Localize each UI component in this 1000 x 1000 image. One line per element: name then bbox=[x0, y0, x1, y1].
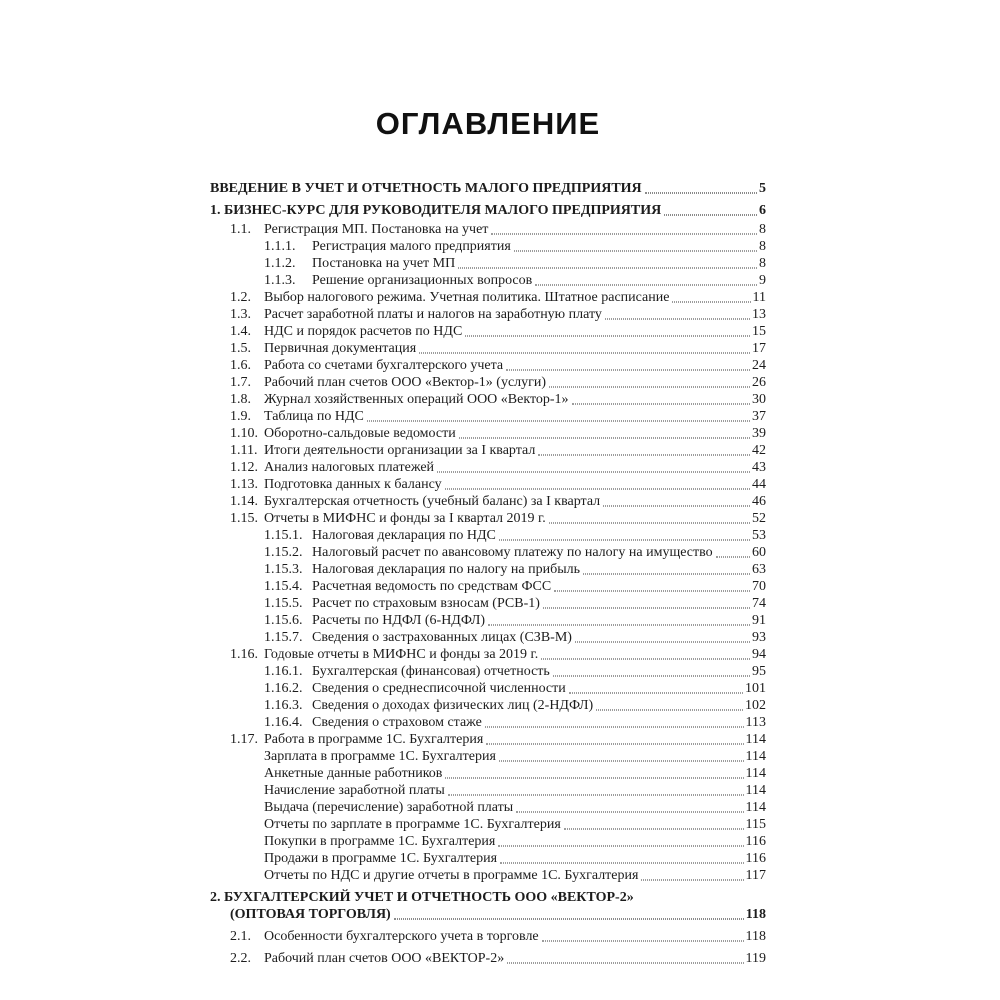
dot-leader bbox=[572, 404, 750, 405]
toc-entry-page: 113 bbox=[745, 715, 766, 730]
toc-entry bbox=[210, 221, 766, 238]
toc-entry-number: 1.16.1. bbox=[264, 664, 303, 679]
toc-entry-number: 1.16.2. bbox=[264, 681, 303, 696]
toc-entry-number: 1.15.3. bbox=[264, 562, 303, 577]
toc-entry-title: Продажи в программе 1С. Бухгалтерия bbox=[264, 851, 498, 866]
toc-entry-title: Постановка на учет МП bbox=[312, 256, 456, 271]
dot-leader bbox=[465, 336, 750, 337]
dot-leader bbox=[583, 574, 750, 575]
toc-entry-page: 37 bbox=[752, 409, 766, 424]
toc-entry-number: 1.1. bbox=[230, 222, 251, 237]
toc-entry-number: 1.6. bbox=[230, 358, 251, 373]
toc-entry-title: Итоги деятельности организации за I квартал bbox=[264, 443, 536, 458]
toc-entry-title: Особенности бухгалтерского учета в торговле bbox=[264, 929, 539, 944]
toc-entry-page: 102 bbox=[745, 698, 766, 713]
toc-entry-page: 8 bbox=[759, 256, 766, 271]
toc-entry-title: 1. БИЗНЕС-КУРС ДЛЯ РУКОВОДИТЕЛЯ МАЛОГО ПРЕДПРИЯТИЯ bbox=[210, 203, 662, 218]
dot-leader bbox=[575, 642, 750, 643]
dot-leader bbox=[549, 523, 750, 524]
toc-entry-page: 17 bbox=[752, 341, 766, 356]
toc-entry-number: 1.9. bbox=[230, 409, 251, 424]
toc-entry-line bbox=[210, 906, 766, 923]
toc-entry-title: ВВЕДЕНИЕ В УЧЕТ И ОТЧЕТНОСТЬ МАЛОГО ПРЕДПРИЯТИЯ bbox=[210, 181, 642, 196]
dot-leader bbox=[516, 812, 743, 813]
toc-entry-page: 114 bbox=[745, 732, 766, 747]
dot-leader bbox=[498, 846, 743, 847]
toc-entry-number: 2.2. bbox=[230, 951, 251, 966]
toc-entry-page: 115 bbox=[745, 817, 766, 832]
toc-entry-number: 1.15.7. bbox=[264, 630, 303, 645]
toc-entry-number: 2.1. bbox=[230, 929, 251, 944]
toc-entry bbox=[210, 595, 766, 612]
toc-entry bbox=[210, 697, 766, 714]
dot-leader bbox=[419, 353, 750, 354]
toc-entry bbox=[210, 731, 766, 748]
toc-entry bbox=[210, 289, 766, 306]
toc-entry-title: Сведения о доходах физических лиц (2-НДФЛ) bbox=[312, 698, 594, 713]
dot-leader bbox=[553, 676, 750, 677]
toc-entry bbox=[210, 629, 766, 646]
dot-leader bbox=[507, 963, 743, 964]
toc-entry bbox=[210, 459, 766, 476]
toc-entry-title: Налоговая декларация по налогу на прибыль bbox=[312, 562, 581, 577]
toc-entry-title: Регистрация МП. Постановка на учет bbox=[264, 222, 489, 237]
dot-leader bbox=[445, 489, 750, 490]
toc-entry-number: 1.5. bbox=[230, 341, 251, 356]
toc-entry-page: 13 bbox=[752, 307, 766, 322]
toc-entry-title: Налоговый расчет по авансовому платежу по налогу на имущество bbox=[312, 545, 713, 560]
toc-entry-title: Журнал хозяйственных операций ООО «Вектор-1» bbox=[264, 392, 569, 407]
toc-entry bbox=[210, 833, 766, 850]
dot-leader bbox=[499, 761, 744, 762]
toc-entry bbox=[210, 950, 766, 967]
dot-leader bbox=[437, 472, 750, 473]
toc-entry-page: 116 bbox=[745, 851, 766, 866]
toc-entry-page: 53 bbox=[752, 528, 766, 543]
toc-entry-page: 118 bbox=[745, 929, 766, 944]
toc-entry bbox=[210, 340, 766, 357]
toc-entry-number: 1.1.1. bbox=[264, 239, 296, 254]
toc-entry bbox=[210, 765, 766, 782]
toc-entry-title: Расчеты по НДФЛ (6-НДФЛ) bbox=[312, 613, 486, 628]
toc-entry bbox=[210, 612, 766, 629]
dot-leader bbox=[569, 693, 743, 694]
toc-entry-number: 1.13. bbox=[230, 477, 258, 492]
toc-title: ОГЛАВЛЕНИЕ bbox=[375, 106, 601, 141]
dot-leader bbox=[445, 778, 743, 779]
toc-entry bbox=[210, 425, 766, 442]
toc-entry bbox=[210, 799, 766, 816]
toc-entry-title: Налоговая декларация по НДС bbox=[312, 528, 496, 543]
dot-leader bbox=[500, 863, 743, 864]
toc-entry bbox=[210, 928, 766, 945]
toc-entry-number: 1.14. bbox=[230, 494, 258, 509]
toc-entry-title: Годовые отчеты в МИФНС и фонды за 2019 г. bbox=[264, 647, 539, 662]
toc-entry-number: 1.12. bbox=[230, 460, 258, 475]
dot-leader bbox=[542, 941, 744, 942]
dot-leader bbox=[564, 829, 744, 830]
toc-entry-title: Отчеты по зарплате в программе 1С. Бухгалтерия bbox=[264, 817, 561, 832]
toc-entry bbox=[210, 782, 766, 799]
toc-entry-title: Сведения о страховом стаже bbox=[312, 715, 482, 730]
dot-leader bbox=[603, 506, 750, 507]
toc-entry-number: 1.1.3. bbox=[264, 273, 296, 288]
toc-entry-title: Бухгалтерская (финансовая) отчетность bbox=[312, 664, 550, 679]
dot-leader bbox=[488, 625, 750, 626]
toc-entry-page: 15 bbox=[752, 324, 766, 339]
toc-entry-title: Покупки в программе 1С. Бухгалтерия bbox=[264, 834, 496, 849]
toc-entry-title: Отчеты в МИФНС и фонды за I квартал 2019 г. bbox=[264, 511, 546, 526]
toc-entry-title: Начисление заработной платы bbox=[264, 783, 445, 798]
toc-entry bbox=[210, 493, 766, 510]
toc-entry-page: 26 bbox=[752, 375, 766, 390]
dot-leader bbox=[664, 215, 757, 216]
toc-entry-page: 93 bbox=[752, 630, 766, 645]
toc-entry bbox=[210, 889, 766, 923]
toc-entry bbox=[210, 680, 766, 697]
dot-leader bbox=[514, 251, 757, 252]
toc-entry-page: 52 bbox=[752, 511, 766, 526]
toc-entry-number: 1.15.5. bbox=[264, 596, 303, 611]
toc-entry-page: 43 bbox=[752, 460, 766, 475]
dot-leader bbox=[486, 744, 743, 745]
toc-entry bbox=[210, 561, 766, 578]
toc-entry bbox=[210, 578, 766, 595]
toc-entry-title: Работа в программе 1С. Бухгалтерия bbox=[264, 732, 484, 747]
toc-entry-title: Таблица по НДС bbox=[264, 409, 364, 424]
toc-entry-page: 8 bbox=[759, 222, 766, 237]
toc-entry-number: 1.11. bbox=[230, 443, 258, 458]
toc-entry-number: 1.16.3. bbox=[264, 698, 303, 713]
toc-entry-title: Оборотно-сальдовые ведомости bbox=[264, 426, 456, 441]
toc-entry-title: Расчет по страховым взносам (РСВ-1) bbox=[312, 596, 540, 611]
toc-entry bbox=[210, 238, 766, 255]
toc-entry-page: 44 bbox=[752, 477, 766, 492]
dot-leader bbox=[596, 710, 743, 711]
toc-entry-page: 6 bbox=[759, 203, 766, 218]
dot-leader bbox=[506, 370, 750, 371]
toc-entry-number: 1.15.6. bbox=[264, 613, 303, 628]
toc-entry-number: 1.2. bbox=[230, 290, 251, 305]
toc-entry-title: Подготовка данных к балансу bbox=[264, 477, 442, 492]
toc-entry-number: 1.15.1. bbox=[264, 528, 303, 543]
dot-leader bbox=[541, 659, 750, 660]
toc-entry bbox=[210, 646, 766, 663]
toc-entry bbox=[210, 202, 766, 219]
toc-entry-page: 70 bbox=[752, 579, 766, 594]
toc-entry-title: Выдача (перечисление) заработной платы bbox=[264, 800, 514, 815]
dot-leader bbox=[459, 438, 750, 439]
toc-entry bbox=[210, 748, 766, 765]
toc-content bbox=[210, 0, 766, 967]
toc-entry bbox=[210, 272, 766, 289]
toc-entry-page: 9 bbox=[759, 273, 766, 288]
dot-leader bbox=[716, 557, 750, 558]
toc-entry-title: Решение организационных вопросов bbox=[312, 273, 533, 288]
dot-leader bbox=[394, 919, 744, 920]
toc-entry-title: Сведения о среднесписочной численности bbox=[312, 681, 566, 696]
toc-entry-page: 117 bbox=[745, 868, 766, 883]
toc-entry-title: Анкетные данные работников bbox=[264, 766, 443, 781]
toc-entry-number: 1.4. bbox=[230, 324, 251, 339]
toc-entry-number: 1.10. bbox=[230, 426, 258, 441]
toc-entry-title: 2. БУХГАЛТЕРСКИЙ УЧЕТ И ОТЧЕТНОСТЬ ООО «ВЕКТОР-2» bbox=[210, 890, 634, 905]
toc-entry bbox=[210, 408, 766, 425]
toc-entry-title: Первичная документация bbox=[264, 341, 417, 356]
toc-entry-title: Отчеты по НДС и другие отчеты в программе 1С. Бухгалтерия bbox=[264, 868, 639, 883]
toc-entry-page: 5 bbox=[759, 181, 766, 196]
toc-entry bbox=[210, 476, 766, 493]
toc-entry bbox=[210, 255, 766, 272]
dot-leader bbox=[448, 795, 744, 796]
toc-entry-number: 1.8. bbox=[230, 392, 251, 407]
toc-entry bbox=[210, 323, 766, 340]
toc-entry-page: 24 bbox=[752, 358, 766, 373]
dot-leader bbox=[549, 387, 750, 388]
toc-entry-page: 114 bbox=[745, 783, 766, 798]
dot-leader bbox=[543, 608, 750, 609]
dot-leader bbox=[538, 455, 750, 456]
toc-entry bbox=[210, 510, 766, 527]
dot-leader bbox=[645, 193, 757, 194]
toc-entry-title: Рабочий план счетов ООО «Вектор-1» (услуги) bbox=[264, 375, 547, 390]
toc-entry bbox=[210, 306, 766, 323]
toc-entry-number: 1.3. bbox=[230, 307, 251, 322]
toc-entry-page: 119 bbox=[745, 951, 766, 966]
toc-entry-page: 60 bbox=[752, 545, 766, 560]
dot-leader bbox=[641, 880, 743, 881]
toc-entry bbox=[210, 357, 766, 374]
toc-entry-title: Работа со счетами бухгалтерского учета bbox=[264, 358, 504, 373]
toc-list bbox=[210, 180, 766, 967]
toc-entry-number: 1.1.2. bbox=[264, 256, 296, 271]
toc-entry-number: 1.7. bbox=[230, 375, 251, 390]
toc-entry bbox=[210, 374, 766, 391]
toc-entry-page: 39 bbox=[752, 426, 766, 441]
toc-entry-page: 63 bbox=[752, 562, 766, 577]
toc-entry-page: 101 bbox=[745, 681, 766, 696]
toc-entry bbox=[210, 442, 766, 459]
toc-entry-title: Расчетная ведомость по средствам ФСС bbox=[312, 579, 552, 594]
toc-entry-page: 74 bbox=[752, 596, 766, 611]
toc-entry-title: Регистрация малого предприятия bbox=[312, 239, 511, 254]
toc-entry bbox=[210, 850, 766, 867]
dot-leader bbox=[491, 234, 757, 235]
toc-entry-page: 30 bbox=[752, 392, 766, 407]
toc-entry-title: Бухгалтерская отчетность (учебный баланс) за I квартал bbox=[264, 494, 601, 509]
toc-entry bbox=[210, 391, 766, 408]
dot-leader bbox=[485, 727, 744, 728]
dot-leader bbox=[367, 421, 750, 422]
toc-entry-number: 1.15.2. bbox=[264, 545, 303, 560]
toc-entry-number: 1.15.4. bbox=[264, 579, 303, 594]
toc-entry-page: 11 bbox=[752, 290, 766, 305]
toc-entry-title: Зарплата в программе 1С. Бухгалтерия bbox=[264, 749, 496, 764]
toc-entry-number: 1.15. bbox=[230, 511, 258, 526]
toc-entry-title: НДС и порядок расчетов по НДС bbox=[264, 324, 463, 339]
toc-entry bbox=[210, 714, 766, 731]
toc-entry-page: 114 bbox=[745, 749, 766, 764]
toc-entry-title-continuation: (ОПТОВАЯ ТОРГОВЛЯ) bbox=[230, 907, 391, 922]
toc-entry-title: Выбор налогового режима. Учетная политика. Штатное расписание bbox=[264, 290, 670, 305]
toc-entry-number: 1.16.4. bbox=[264, 715, 303, 730]
toc-entry-page: 42 bbox=[752, 443, 766, 458]
toc-entry-page: 118 bbox=[745, 907, 766, 922]
toc-entry-title: Анализ налоговых платежей bbox=[264, 460, 435, 475]
toc-entry-title: Рабочий план счетов ООО «ВЕКТОР-2» bbox=[264, 951, 505, 966]
dot-leader bbox=[458, 268, 757, 269]
toc-entry bbox=[210, 180, 766, 197]
dot-leader bbox=[605, 319, 750, 320]
toc-entry bbox=[210, 544, 766, 561]
toc-entry bbox=[210, 816, 766, 833]
toc-entry-page: 46 bbox=[752, 494, 766, 509]
dot-leader bbox=[499, 540, 750, 541]
toc-entry-page: 116 bbox=[745, 834, 766, 849]
toc-entry-page: 8 bbox=[759, 239, 766, 254]
toc-entry-page: 114 bbox=[745, 800, 766, 815]
toc-entry-page: 114 bbox=[745, 766, 766, 781]
toc-entry-number: 1.17. bbox=[230, 732, 258, 747]
toc-entry bbox=[210, 867, 766, 884]
dot-leader bbox=[554, 591, 750, 592]
toc-entry-title: Расчет заработной платы и налогов на заработную плату bbox=[264, 307, 602, 322]
toc-entry bbox=[210, 527, 766, 544]
toc-entry-title: Сведения о застрахованных лицах (СЗВ-М) bbox=[312, 630, 572, 645]
dot-leader bbox=[672, 302, 750, 303]
toc-entry-number: 1.16. bbox=[230, 647, 258, 662]
toc-entry bbox=[210, 663, 766, 680]
dot-leader bbox=[535, 285, 757, 286]
toc-entry-page: 91 bbox=[752, 613, 766, 628]
toc-entry-page: 95 bbox=[752, 664, 766, 679]
toc-entry-page: 94 bbox=[752, 647, 766, 662]
toc-entry-line bbox=[210, 889, 766, 906]
